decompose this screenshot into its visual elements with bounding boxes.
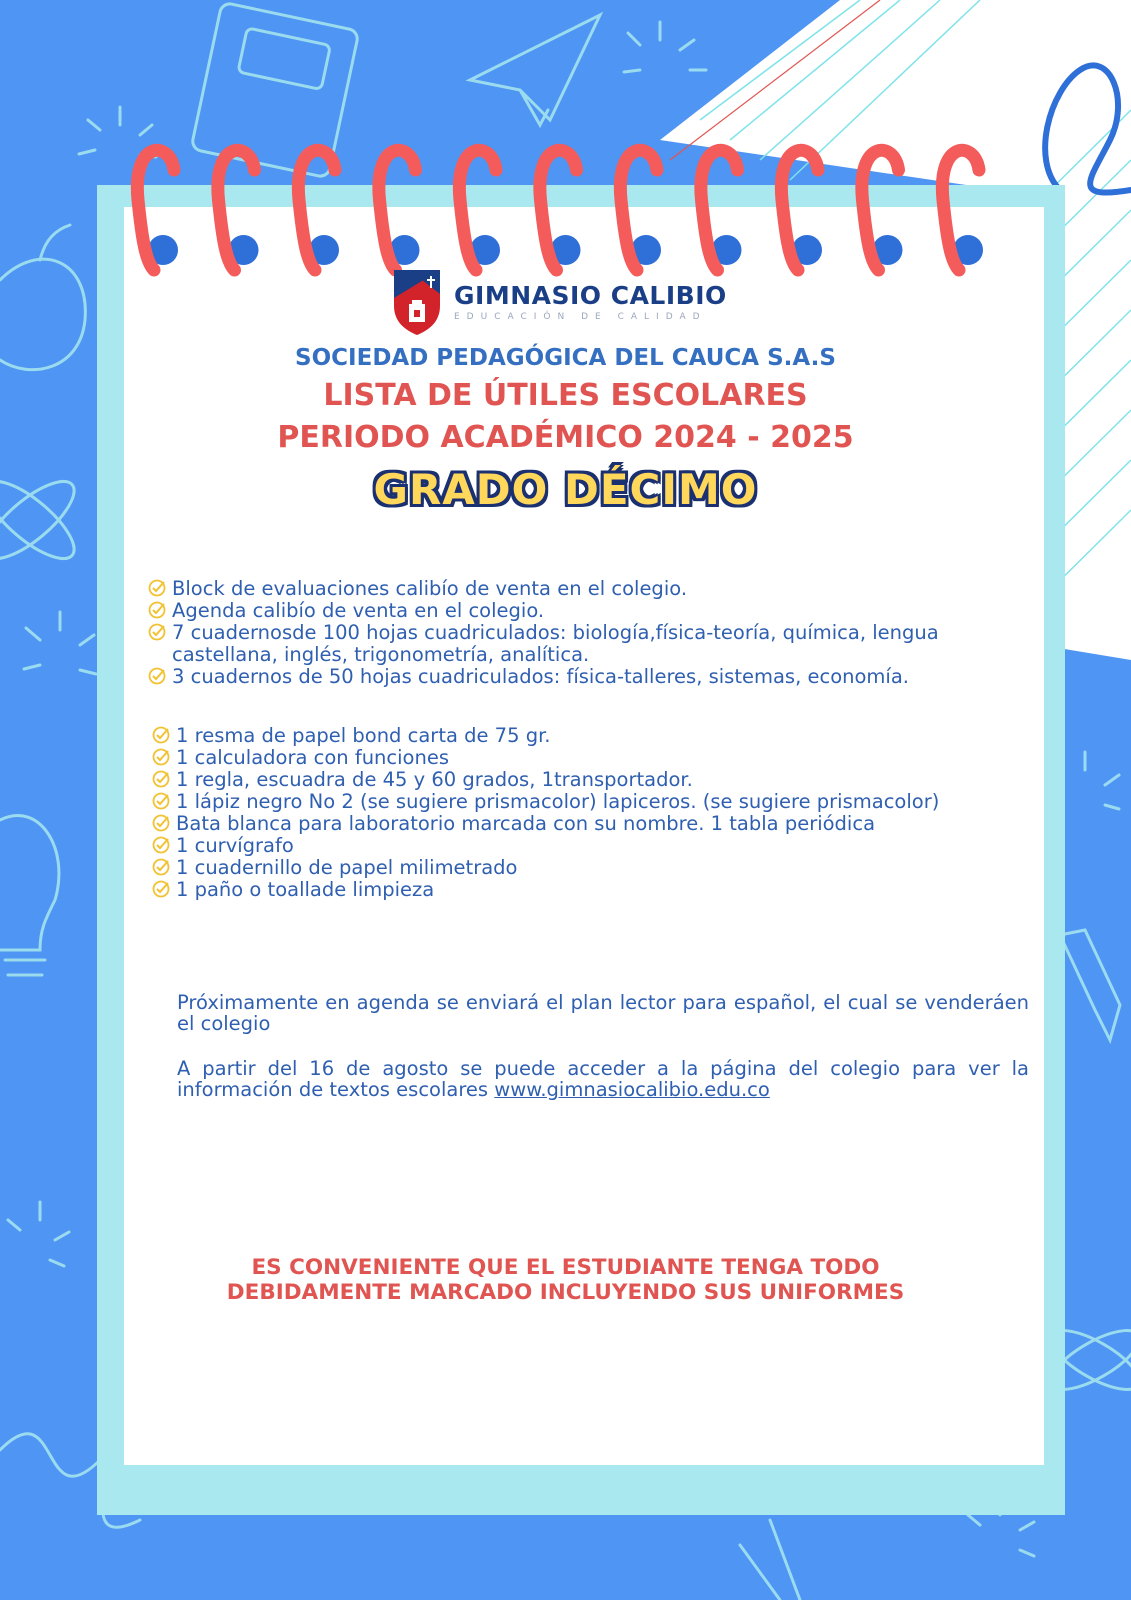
check-icon	[148, 623, 166, 641]
list-item-text: 1 resma de papel bond carta de 75 gr.	[176, 724, 551, 747]
website-note-text: A partir del 16 de agosto se puede acceder a la página del colegio para ver la información de textos escolares	[177, 1057, 1029, 1101]
spiral-ring	[218, 150, 259, 270]
material-supplies-list	[152, 725, 1022, 901]
reading-plan-note: Próximamente en agenda se enviará el plan lector para español, el cual se venderáen el colegio	[177, 991, 1029, 1035]
spiral-ring	[620, 150, 661, 270]
shield-icon	[392, 268, 442, 336]
check-icon	[152, 792, 170, 810]
notebook-supplies-list	[148, 578, 1018, 688]
check-icon	[152, 880, 170, 898]
check-icon	[148, 601, 166, 619]
list-item-text: 7 cuadernosde 100 hojas cuadriculados: biología,física-teoría, química, lengua castellana, inglés, trigonometría, analítica.	[172, 621, 939, 666]
list-item-text: 1 lápiz negro No 2 (se sugiere prismacolor) lapiceros. (se sugiere prismacolor)	[176, 790, 940, 813]
check-icon	[148, 667, 166, 685]
spiral-ring	[701, 150, 742, 270]
spiral-ring	[379, 150, 420, 270]
check-icon	[152, 814, 170, 832]
spiral-ring	[137, 150, 178, 270]
list-item-text: 1 paño o toallade limpieza	[176, 878, 435, 901]
list-item	[152, 725, 1022, 747]
spiral-ring	[540, 150, 581, 270]
check-icon	[152, 770, 170, 788]
list-item	[148, 578, 1018, 600]
spiral-ring	[942, 150, 983, 270]
school-tagline: EDUCACIÓN DE CALIDAD	[454, 312, 707, 322]
list-item	[152, 791, 1022, 813]
list-item	[152, 879, 1022, 901]
spiral-ring	[862, 150, 903, 270]
grade-heading: GRADO DÉCIMO	[373, 465, 758, 514]
list-item-text: Block de evaluaciones calibío de venta en el colegio.	[172, 577, 688, 600]
list-item	[148, 666, 1018, 688]
list-item	[152, 813, 1022, 835]
list-item-text: 1 cuadernillo de papel milimetrado	[176, 856, 518, 879]
website-note	[177, 1058, 1029, 1100]
organization-name: SOCIEDAD PEDAGÓGICA DEL CAUCA S.A.S	[295, 345, 836, 371]
school-logo	[392, 268, 727, 336]
list-item-text: 1 regla, escuadra de 45 y 60 grados, 1transportador.	[176, 768, 693, 791]
school-name: GIMNASIO CALIBIO	[454, 281, 727, 310]
list-item	[152, 835, 1022, 857]
spiral-ring	[781, 150, 822, 270]
list-item-text: 3 cuadernos de 50 hojas cuadriculados: física-talleres, sistemas, economía.	[172, 665, 909, 688]
list-item	[148, 600, 1018, 622]
list-item	[152, 747, 1022, 769]
spiral-ring	[459, 150, 500, 270]
list-item-text: 1 calculadora con funciones	[176, 746, 449, 769]
check-icon	[148, 579, 166, 597]
list-item-text: Bata blanca para laboratorio marcada con su nombre. 1 tabla periódica	[176, 812, 876, 835]
website-link[interactable]: www.gimnasiocalibio.edu.co	[494, 1078, 770, 1101]
list-item	[148, 622, 1018, 666]
list-item	[152, 857, 1022, 879]
page-title: LISTA DE ÚTILES ESCOLARES	[323, 378, 808, 413]
list-item-text: Agenda calibío de venta en el colegio.	[172, 599, 545, 622]
list-item-text: 1 curvígrafo	[176, 834, 294, 857]
footer-line-1: ES CONVENIENTE QUE EL ESTUDIANTE TENGA TODO	[251, 1255, 880, 1280]
check-icon	[152, 836, 170, 854]
spiral-binding	[0, 0, 1131, 300]
spiral-ring	[298, 150, 339, 270]
check-icon	[152, 748, 170, 766]
pencil-doodle-icon	[1060, 930, 1120, 1040]
academic-period: PERIODO ACADÉMICO 2024 - 2025	[277, 420, 854, 455]
check-icon	[152, 858, 170, 876]
footer-line-2: DEBIDAMENTE MARCADO INCLUYENDO SUS UNIFORMES	[226, 1280, 905, 1305]
footer-reminder	[0, 1255, 1131, 1305]
list-item	[152, 769, 1022, 791]
lightbulb-doodle-icon	[0, 815, 59, 975]
check-icon	[152, 726, 170, 744]
